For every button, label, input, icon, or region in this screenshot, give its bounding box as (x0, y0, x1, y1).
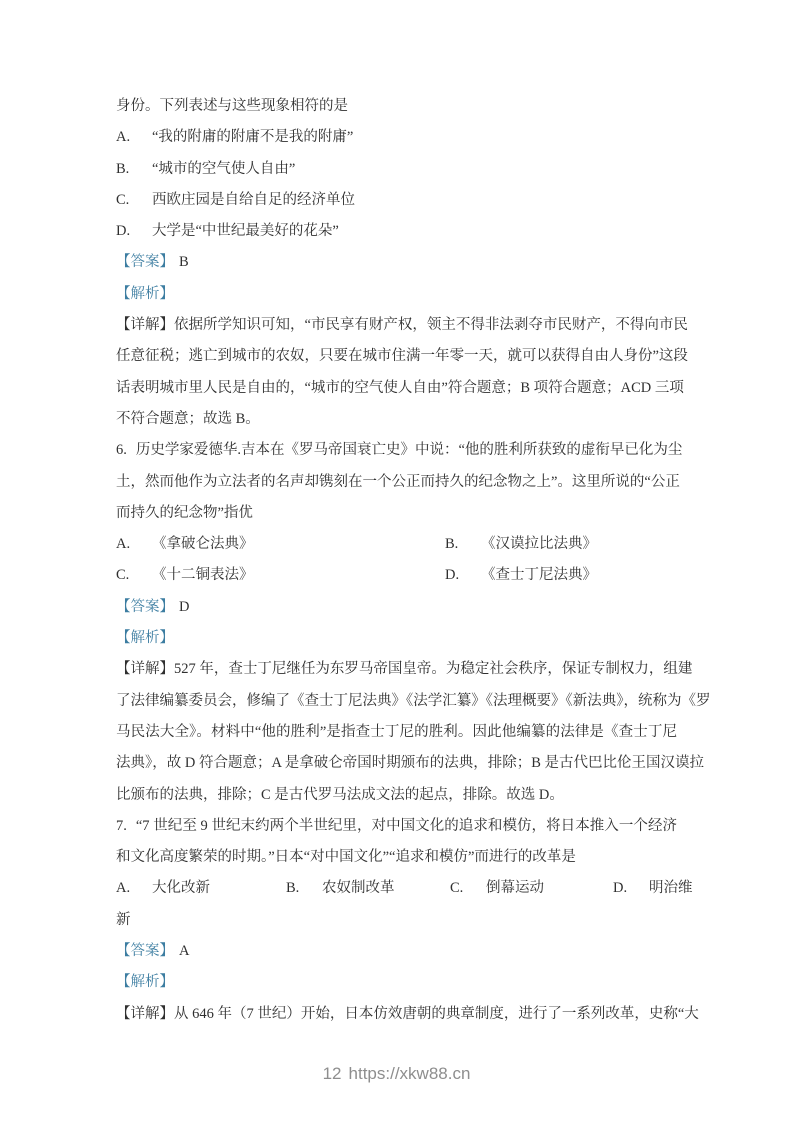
q6-line: 了法律编纂委员会，修编了《查士丁尼法典》《法学汇纂》《法理概要》《新法典》，统称为《罗 (116, 692, 711, 709)
q6-answer-line (116, 592, 677, 623)
q7-option-key: A. (116, 880, 131, 897)
q6-option-key: A. (116, 536, 131, 553)
q6-option-key: D. (445, 567, 460, 584)
q7-stem_lines-0: “7 世纪至 9 世纪末约两个半世纪里，对中国文化的追求和模仿，将日本推入一个经济 (135, 817, 677, 834)
q6-answer-value: D (179, 598, 190, 615)
q7-option-c (450, 873, 544, 904)
q7-option-key: D. (613, 880, 628, 897)
q7-answer-value: A (179, 943, 190, 960)
q5-option-a (116, 122, 677, 153)
q6-line: 比颁布的法典，排除；C 是古代罗马法成文法的起点，排除。故选 D。 (116, 786, 564, 803)
q6-analysis-line (116, 623, 677, 654)
q6-explanation (116, 654, 711, 810)
q6-option-key: B. (445, 536, 459, 553)
q5-line: 任意征税；逃亡到城市的农奴，只要在城市住满一年零一天，就可以获得自由人身份”这段 (116, 348, 688, 365)
q6-option-d (445, 560, 597, 591)
q5-line: 【详解】依据所学知识可知，“市民享有财产权，领主不得非法剥夺市民财产，不得向市民 (116, 317, 688, 334)
q5-answer-value: B (179, 254, 189, 271)
q6-option-b (445, 529, 597, 560)
q6-option-c (116, 560, 254, 591)
q6-option-key: C. (116, 567, 130, 584)
q7-option-text: 大化改新 (152, 880, 210, 897)
q7-option-d-text: 明治维 (649, 880, 693, 897)
q6-option-row (116, 560, 677, 591)
q7-option-key: C. (450, 880, 464, 897)
q6-line: 马民法大全》。材料中“他的胜利”是指查士丁尼的胜利。因此他编纂的法律是《查士丁尼 (116, 723, 677, 740)
q7-line: 【详解】从 646 年（7 世纪）开始，日本仿效唐朝的典章制度，进行了一系列改革，史称“大 (116, 1005, 699, 1022)
q7-option-row (116, 873, 693, 904)
q6-option-a (116, 529, 254, 560)
q5-option-c (116, 185, 677, 216)
q6-option-text: 《查士丁尼法典》 (481, 567, 597, 584)
q6-options (116, 529, 677, 592)
q6-line: 而持久的纪念物”指优 (116, 504, 253, 521)
q7-stem (116, 811, 677, 874)
q7-option-b (286, 873, 395, 904)
q7-options (116, 873, 693, 904)
q6-stem_lines-0: 历史学家爱德华.吉本在《罗马帝国衰亡史》中说：“他的胜利所获致的虚衔早已化为尘 (135, 442, 683, 459)
q5-answer-line (116, 247, 677, 278)
q5-option-key: A. (116, 129, 131, 146)
q6-option-text: 《汉谟拉比法典》 (481, 536, 597, 553)
watermark-url: https://xkw88.cn (348, 1064, 471, 1083)
answer-label: 【答案】 (116, 254, 174, 271)
q7-line: 和文化高度繁荣的时期。”日本“对中国文化”“追求和模仿”而进行的改革是 (116, 849, 576, 866)
answer-label: 【答案】 (116, 598, 174, 615)
q5-option-key: D. (116, 223, 131, 240)
q5-analysis-line (116, 279, 677, 310)
q5-line: 话表明城市里人民是自由的，“城市的空气使人自由”符合题意；B 项符合题意；ACD 三项 (116, 379, 684, 396)
q6-number: 6. (116, 442, 127, 459)
q7-option-key: B. (286, 880, 300, 897)
q5-option-text: 西欧庄园是自给自足的经济单位 (152, 191, 355, 208)
q6-option-text: 《拿破仑法典》 (152, 536, 254, 553)
page-number: 12 (322, 1064, 342, 1083)
q6-line: 【详解】527 年，查士丁尼继任为东罗马帝国皇帝。为稳定社会秩序，保证专制权力，组建 (116, 661, 693, 678)
q7-number: 7. (116, 817, 127, 834)
q7-option-text: 农奴制改革 (322, 880, 395, 897)
q7-analysis-line (116, 967, 677, 998)
q7-explanation (116, 999, 699, 1030)
q6-line: 土，然而他作为立法者的名声却镌刻在一个公正而持久的纪念物之上”。这里所说的“公正 (116, 473, 680, 490)
q5-explanation (116, 310, 688, 435)
q6-line: 法典》，故 D 符合题意；A 是拿破仑帝国时期颁布的法典，排除；B 是古代巴比伦王国汉谟拉 (116, 755, 705, 772)
q5-option-key: B. (116, 160, 130, 177)
analysis-label: 【解析】 (116, 285, 174, 302)
q7-option-d (613, 873, 693, 904)
q7-option-d-wrap-line: 新 (116, 911, 131, 928)
q6-stem (116, 435, 683, 529)
q6-option-row (116, 529, 677, 560)
q5-options (116, 122, 677, 247)
exam-content (116, 91, 711, 1030)
q5-option-b (116, 154, 677, 185)
q5-line: 不符合题意；故选 B。 (116, 410, 260, 427)
q6-option-text: 《十二铜表法》 (152, 567, 254, 584)
q7-line (116, 811, 677, 842)
q7-option-a (116, 873, 210, 904)
q5-option-text: “我的附庸的附庸不是我的附庸” (152, 129, 354, 146)
q5-option-d (116, 216, 677, 247)
q6-line (116, 435, 683, 466)
q5-stem-continuation: 身份。下列表述与这些现象相符的是 (116, 98, 348, 114)
q5-option-text: “城市的空气使人自由” (152, 160, 296, 177)
q7-answer-line (116, 936, 677, 967)
analysis-label: 【解析】 (116, 974, 174, 991)
page-footer (0, 1058, 793, 1089)
q5-option-key: C. (116, 191, 130, 208)
analysis-label: 【解析】 (116, 630, 174, 647)
q7-option-text: 倒幕运动 (486, 880, 544, 897)
q5-option-text: 大学是“中世纪最美好的花朵” (152, 223, 339, 240)
answer-label: 【答案】 (116, 943, 174, 960)
